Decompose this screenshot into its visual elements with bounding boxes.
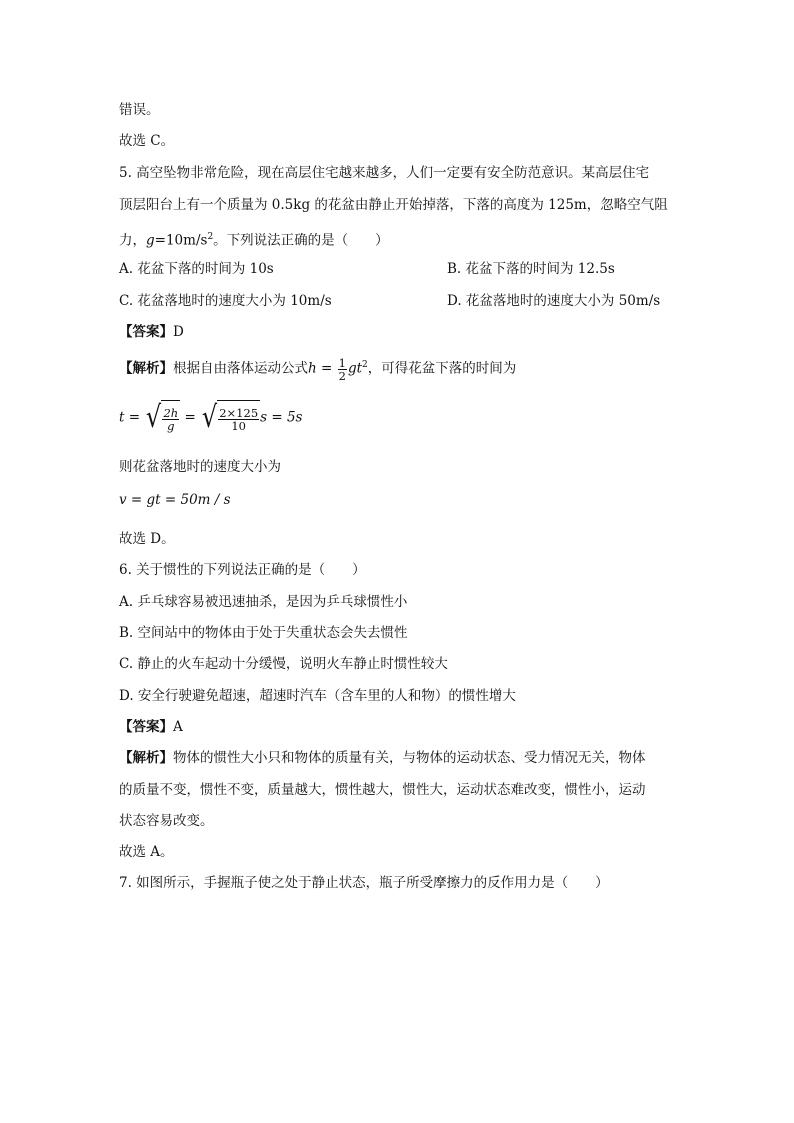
text-line: 故选 C。 <box>119 133 175 149</box>
eq: = <box>180 409 201 426</box>
eq: = <box>124 409 145 426</box>
numerator: 2×125 <box>219 406 259 420</box>
numerator: 1 <box>338 355 346 370</box>
text: 力， <box>119 232 146 249</box>
analysis-line: 状态容易改变。 <box>119 813 214 829</box>
formula-h: h <box>308 360 317 377</box>
analysis-line <box>119 356 516 382</box>
option-b: B. 空间站中的物体由于处于失重状态会失去惯性 <box>119 625 408 641</box>
text: 根据自由落体运动公式 <box>173 360 308 377</box>
text: =10m/s <box>154 232 208 249</box>
option-d: D. 花盆落地时的速度大小为 50m/s <box>447 293 661 309</box>
answer-value: D <box>173 324 184 340</box>
analysis-line: 的质量不变，惯性不变，质量越大，惯性越大，惯性大，运动状态难改变，惯性小，运动 <box>119 782 646 798</box>
fraction <box>338 357 347 382</box>
option-a: A. 乒乓球容易被迅速抽杀，是因为乒乓球惯性小 <box>119 594 408 610</box>
analysis-label: 【解析】 <box>119 750 173 766</box>
formula-t <box>119 400 302 436</box>
formula-v: v = gt = 50m / s <box>119 492 231 508</box>
option-c: C. 静止的火车起动十分缓慢，说明火车静止时惯性较大 <box>119 656 448 672</box>
denominator: g <box>167 419 175 433</box>
option-d: D. 安全行驶避免超速，超速时汽车（含车里的人和物）的惯性增大 <box>119 688 516 704</box>
denominator: 2 <box>338 368 346 383</box>
symbol-g: g <box>146 232 155 249</box>
answer-line <box>119 718 183 736</box>
option-a: A. 花盆下落的时间为 10s <box>119 261 274 277</box>
option-b: B. 花盆下落的时间为 12.5s <box>447 261 615 277</box>
question-5-stem <box>119 228 389 250</box>
radical-sign: √ <box>146 400 162 435</box>
answer-value: A <box>173 719 183 735</box>
symbol-t: t <box>119 409 125 426</box>
text: 。下列说法正确的是（ ） <box>213 232 389 249</box>
formula-gt: gt <box>347 360 363 377</box>
text-line: 故选 A。 <box>119 844 174 860</box>
answer-label: 【答案】 <box>119 324 173 340</box>
superscript: 2 <box>207 232 214 242</box>
fraction <box>162 407 179 432</box>
text: ，可得花盆下落的时间为 <box>367 360 517 377</box>
text-line: 则花盆落地时的速度大小为 <box>119 459 281 475</box>
analysis-label: 【解析】 <box>119 360 173 377</box>
numerator: 2h <box>163 406 179 420</box>
superscript: 2 <box>362 360 368 370</box>
square-root <box>144 400 180 436</box>
answer-line <box>119 323 184 341</box>
question-5-stem: 顶层阳台上有一个质量为 0.5kg 的花盆由静止开始掉落，下落的高度为 125m，忽略空气阻 <box>119 197 668 213</box>
denominator: 10 <box>231 419 246 433</box>
square-root <box>200 400 260 436</box>
option-c: C. 花盆落地时的速度大小为 10m/s <box>119 293 332 309</box>
formula-tail: s = 5s <box>260 409 303 426</box>
radicand <box>217 400 260 436</box>
text: 物体的惯性大小只和物体的质量有关，与物体的运动状态、受力情况无关，物体 <box>173 750 646 766</box>
radicand <box>161 400 180 436</box>
formula-eq: = <box>316 360 337 377</box>
fraction <box>218 407 259 432</box>
question-6-stem: 6. 关于惯性的下列说法正确的是（ ） <box>119 562 366 578</box>
text-line: 故选 D。 <box>119 531 175 547</box>
analysis-line <box>119 749 646 767</box>
question-5-stem: 5. 高空坠物非常危险，现在高层住宅越来越多，人们一定要有安全防范意识。某高层住宅 <box>119 165 650 181</box>
text-line: 错误。 <box>119 102 160 118</box>
question-7-stem: 7. 如图所示，手握瓶子使之处于静止状态，瓶子所受摩擦力的反作用力是（ ） <box>119 875 609 891</box>
radical-sign: √ <box>202 400 218 435</box>
answer-label: 【答案】 <box>119 719 173 735</box>
